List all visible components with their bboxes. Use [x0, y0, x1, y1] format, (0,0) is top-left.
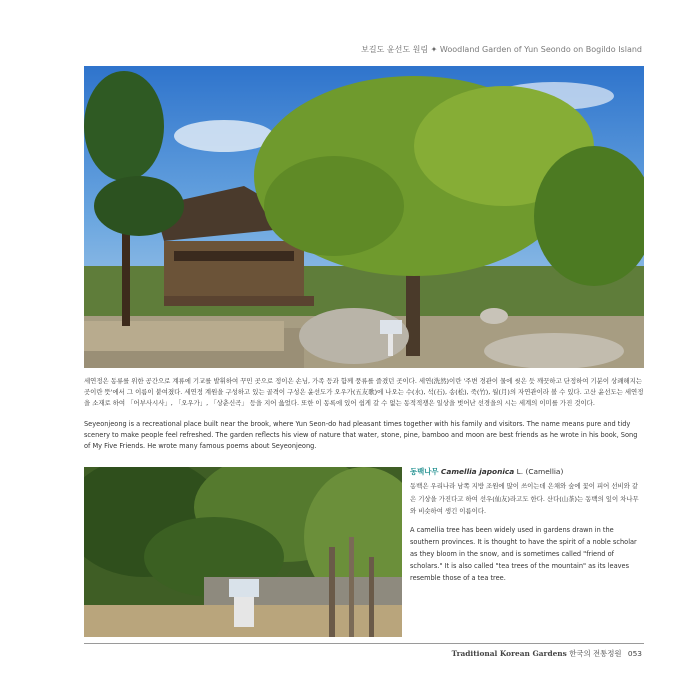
camellia-illustration: [84, 467, 402, 637]
footer-title-english: Traditional Korean Gardens: [451, 649, 567, 658]
plant-title: [410, 466, 644, 477]
english-description: Seyeonjeong is a recreational place built near the brook, where Yun Seon-do had pleasant times together with his family and visitors. The name means pure and tidy scenery to make people feel refreshed. The garden reflects his view of nature that water, stone, pine, bamboo and moon are best friends as he wrote in his book, Song of My Five Friends. He wrote many famous poems about Seyeonjeong.: [84, 420, 638, 450]
plant-english-text: A camellia tree has been widely used in gardens drawn in the southern provinces. It is thought to have the spirit of a noble scholar as they bloom in the snow, and is sometimes called "friend of scholars." It is also called "tea trees of the mountain" as its leaves resemble those of a tea tree.: [410, 525, 637, 582]
page-footer: [452, 648, 642, 659]
plant-korean-text: 동백은 우리나라 남쪽 지방 조원에 많이 쓰이는데 은채와 숲에 꽃이 피어 선비와 같은 기상을 가진다고 하여 선우(仙友)라고도 한다. 산다(山茶)는 동백의 잎이 차나무와 비슷하여 생긴 이름이다.: [410, 482, 639, 515]
footer-divider: [84, 643, 644, 644]
header-english: Woodland Garden of Yun Seondo on Bogildo Island: [439, 45, 642, 54]
plant-korean-name: 동백나무: [410, 467, 439, 476]
plant-scientific-name: Camellia japonica: [440, 467, 515, 476]
running-header: [361, 44, 642, 55]
korean-description: 세연정은 동류를 위한 공간으로 계류에 기교를 발휘하여 꾸민 곳으로 정이은 손님, 가족 등과 함께 풍류를 즐겼던 곳이다. 세연(洗然)이란 '주변 경관이 물에 씻은 듯 깨끗하고 단정하여 기분이 상쾌해지는 곳이란 뜻'에서 그 이름이 붙여졌다. 세연정 계원을 구성하고 있는 골격이 구성은 윤선도가 오우가(五友歌)에 나오는 수(水), 석(石), 송(松), 죽(竹), 월(月)의 자연관이라 볼 수 있다. 고산 윤선도는 세연정을 소재로 하여 「어부사시사」, 「오우가」, 「상춘신곡」 등을 지어 읊었다. 또한 이 동록에 있어 쉽게 갈 수 없는 동적적쟁은 일상을 벗어난 선경을의 시는 세계의 이미를 가진 것이다.: [84, 377, 644, 407]
header-separator: ✦: [430, 45, 438, 54]
plant-info-panel: [410, 466, 644, 584]
pavilion-illustration: [84, 66, 644, 368]
plant-common-name: (Camellia): [525, 467, 564, 476]
plant-author: L.: [516, 467, 524, 476]
camellia-photo: [84, 467, 402, 637]
pavilion-photo: [84, 66, 644, 368]
header-korean: 보길도 윤선도 원림: [361, 45, 429, 54]
footer-title-korean: 한국의 전통정원: [569, 649, 622, 658]
page-number: 053: [627, 649, 642, 658]
